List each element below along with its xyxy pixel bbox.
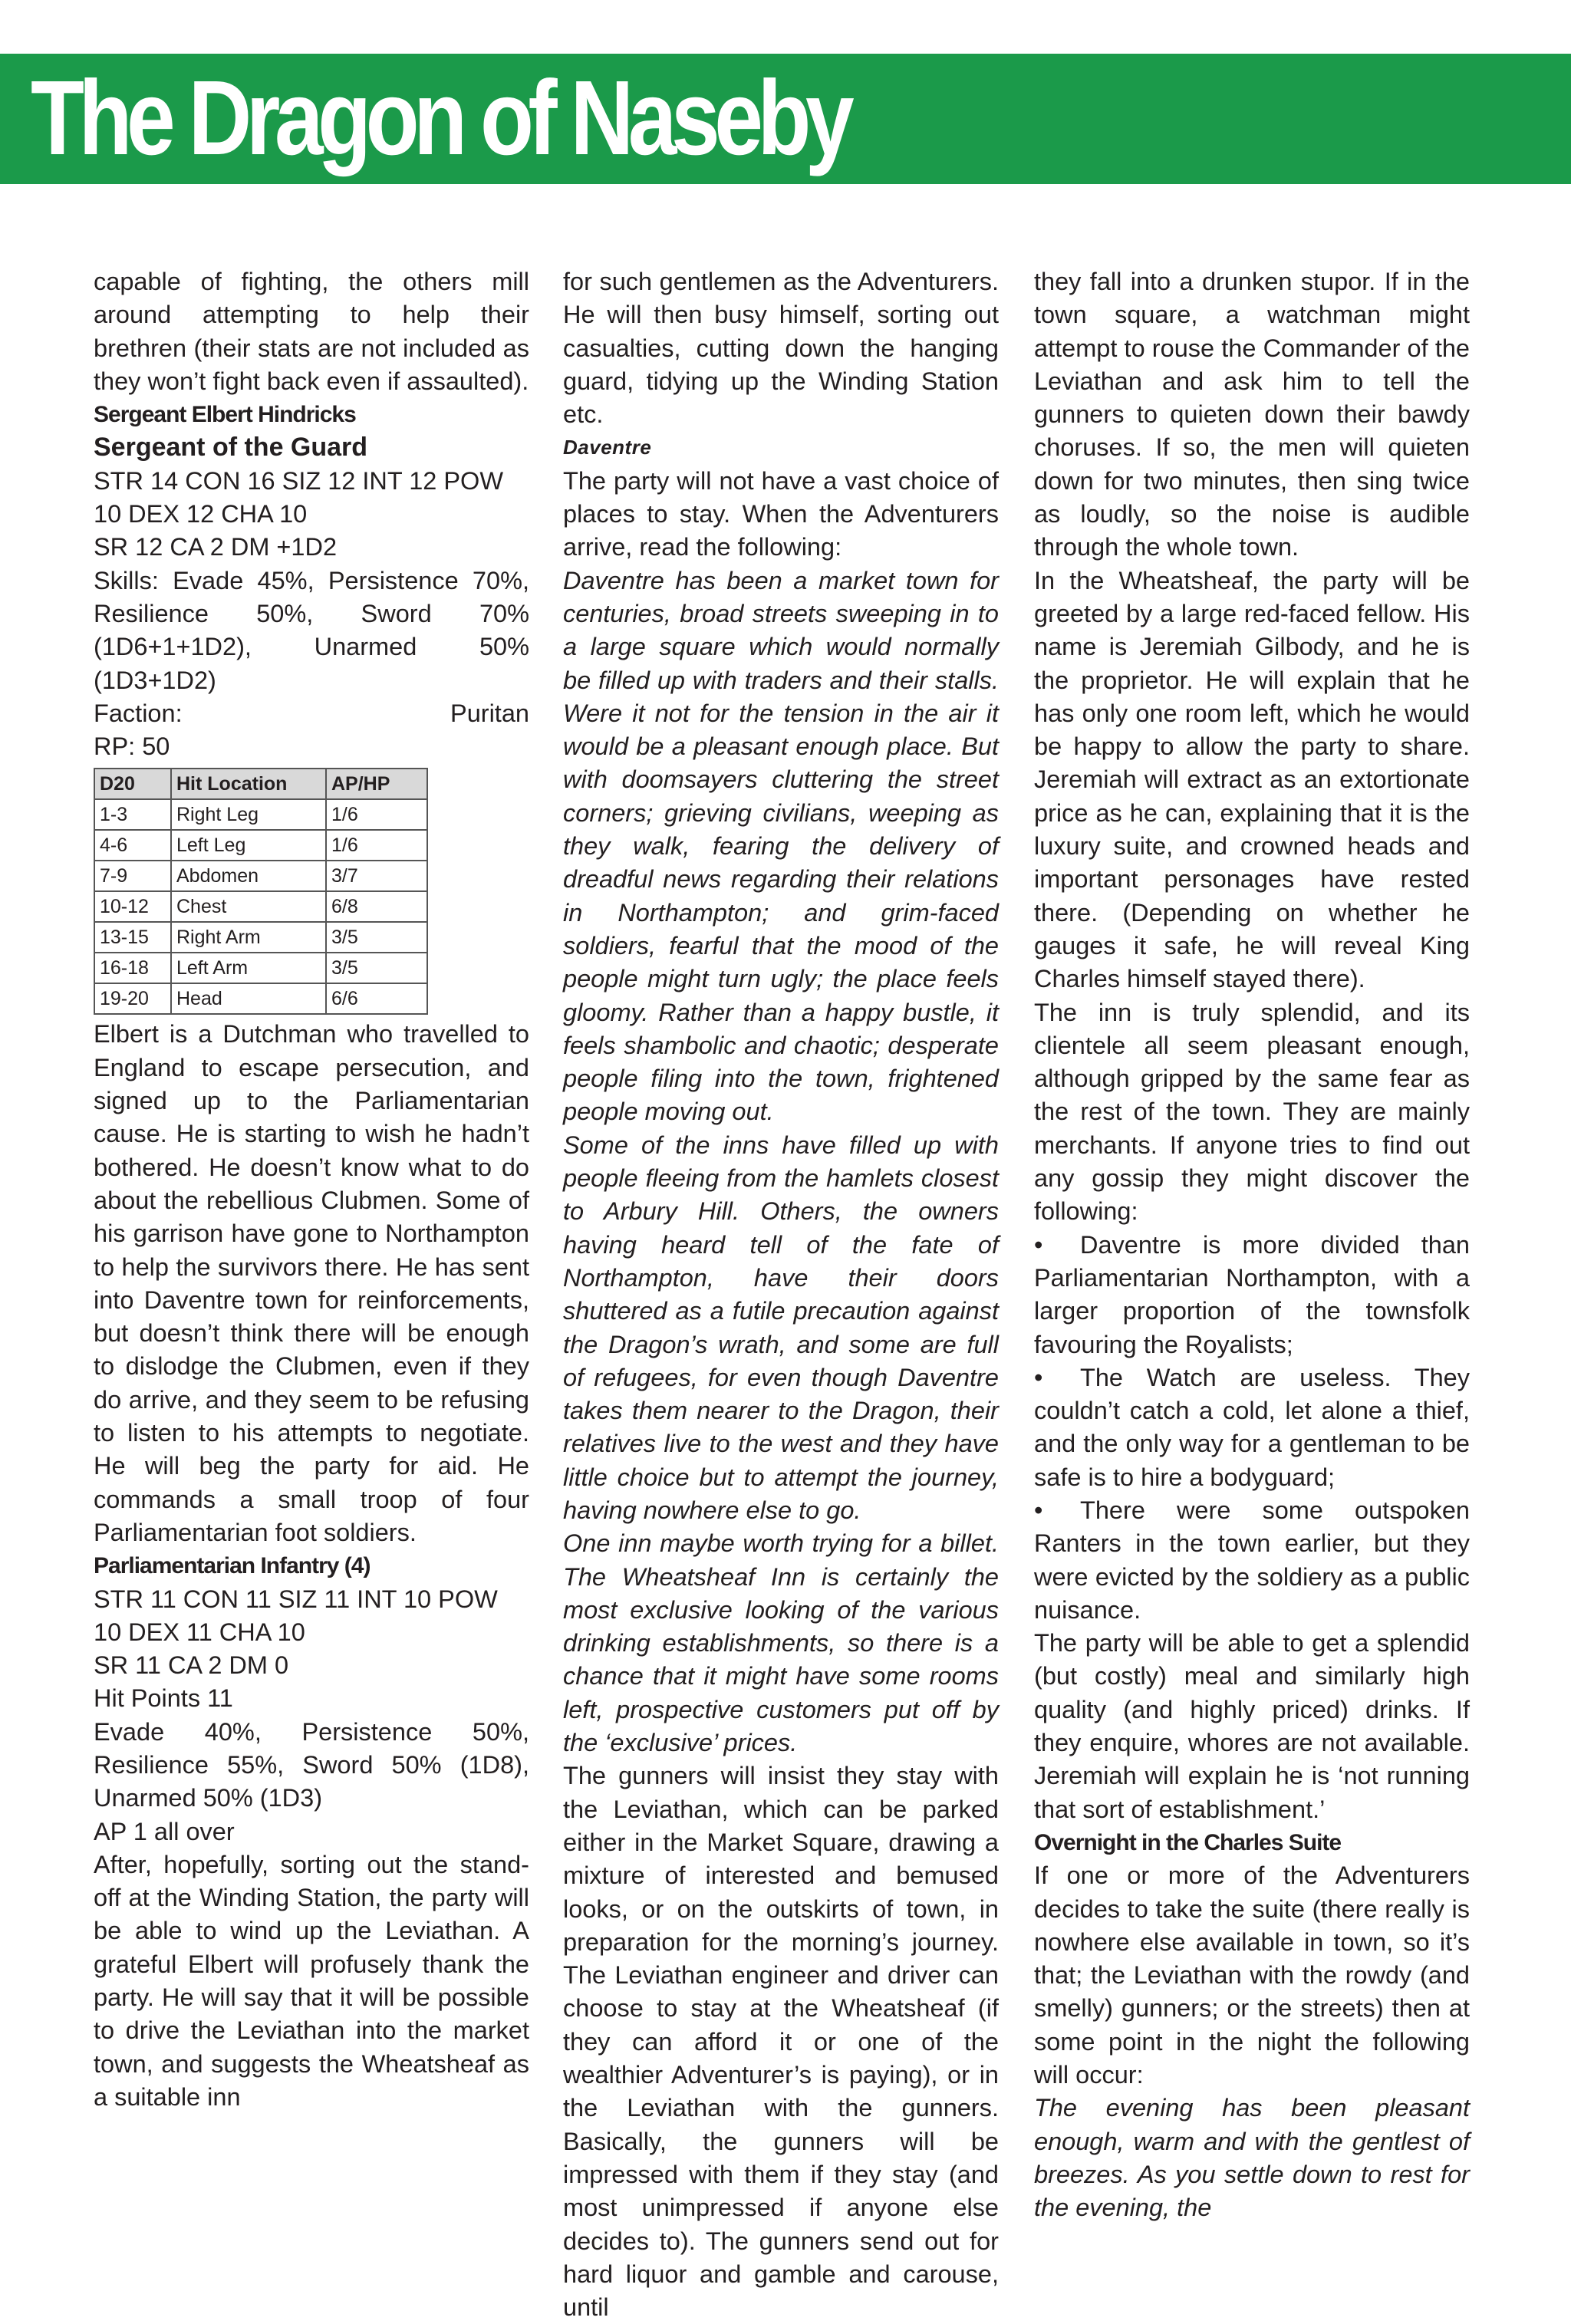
table-cell: 3/7: [326, 861, 427, 891]
paragraph: The inn is truly splendid, and its clientele all seem pleasant enough, although gripped by the same fear as the rest of the town. They are mainly merchants. If anyone tries to find out any gossip they might discover the following:: [1034, 998, 1470, 1226]
paragraph: Elbert is a Dutchman who travelled to England to escape persecution, and signed up to the Parliamentarian cause. He is starting to wish he hadn’t bothered. He doesn’t know what to do about the rebellious Clubmen. Some of his garrison have gone to Northampton to help the survivors there. He has sent into Daventre town for reinforcements, but doesn’t think there will be enough to dislodge the Clubmen, even if they do arrive, and they seem to be refusing to listen to his attempts to negotiate. He will beg the party for aid. He commands a small troop of four Parliamentarian foot soldiers.: [94, 1020, 529, 1546]
paragraph: In the Wheatsheaf, the party will be greeted by a large red-faced fellow. His name is Jeremiah Gilbody, and he is the proprietor. He will explain that he has only one room left, which he would be happy to allow the party to share. Jeremiah will extract as an extortionate price as he can, explaining that it is the luxury suite, and crowned heads and important personages have rested there. (Depending on whether he gauges it safe, he will reveal King Charles himself stayed there).: [1034, 566, 1470, 993]
stat-line: STR 11 CON 11 SIZ 11 INT 10 POW 10 DEX 11 CHA 10: [94, 1585, 498, 1646]
read-aloud-text: One inn maybe worth trying for a billet. The Wheatsheaf Inn is certainly the most exclusive looking of the various drinking establishments, so there is a chance that it might have some rooms left, prospective customers put off by the ‘exclusive’ prices.: [563, 1529, 999, 1757]
table-cell: 19-20: [94, 983, 171, 1014]
bullet-icon: •: [1034, 1363, 1043, 1391]
paragraph: The party will be able to get a splendid (but costly) meal and similarly high quality (and highly priced) drinks. If they enquire, whores are not available. Jeremiah will explain he is ‘not running that sort of establishment.’: [1034, 1629, 1470, 1823]
skills-line: Evade 40%, Persistence 50%, Resilience 55%, Sword 50% (1D8), Unarmed 50% (1D3): [94, 1717, 529, 1812]
table-header-cell: AP/HP: [326, 769, 427, 799]
table-cell: 13-15: [94, 922, 171, 953]
section-heading-charles-suite: Overnight in the Charles Suite: [1034, 1829, 1342, 1855]
faction-label: Faction:: [94, 699, 183, 727]
read-aloud-text: The evening has been pleasant enough, warm and with the gentlest of breezes. As you settle down to rest for the evening, the: [1034, 2094, 1470, 2222]
faction-line: [94, 697, 529, 730]
table-row: [94, 953, 427, 983]
paragraph: If one or more of the Adventurers decides to take the suite (there really is nowhere else available in town, so it’s that; the Leviathan with the rowdy (and smelly) gunners; or the streets) then at some point in the night the following will occur:: [1034, 1862, 1470, 2089]
table-header-row: [94, 769, 427, 799]
table-row: [94, 799, 427, 830]
table-cell: Right Leg: [171, 799, 326, 830]
stat-line: SR 11 CA 2 DM 0: [94, 1651, 289, 1680]
table-row: [94, 861, 427, 891]
table-cell: 3/5: [326, 922, 427, 953]
table-cell: 7-9: [94, 861, 171, 891]
column-1: [94, 265, 529, 2114]
table-cell: Head: [171, 983, 326, 1014]
bullet-item: [1034, 1361, 1470, 1494]
read-aloud-text: Daventre has been a market town for centuries, broad streets sweeping in to a large square which would normally be filled up with traders and their stalls. Were it not for the tension in the air it would be a pleasant enough place. But with doomsayers cluttering the street corners; grieving civilians, weeping as they walk, fearing the delivery of dreadful news regarding their relations in Northampton; and grim-faced soldiers, fearful that the mood of the people might turn ugly; the place feels gloomy. Rather than a happy bustle, it feels shambolic and chaotic; desperate people filing into the town, frightened people moving out.: [563, 566, 999, 1126]
table-header-cell: Hit Location: [171, 769, 326, 799]
table-cell: Right Arm: [171, 922, 326, 953]
faction-value: Puritan: [450, 699, 529, 727]
column-3: [1034, 265, 1470, 2225]
table-cell: 16-18: [94, 953, 171, 983]
read-aloud-text: Some of the inns have filled up with people fleeing from the hamlets closest to Arbury Hill. Others, the owners having heard tell of the fate of Northampton, have their doors shuttered as a futile precaution against the Dragon’s wrath, and some are full of refugees, for even though Daventre takes them nearer to the Dragon, their relatives live to the west and they have little choice but to attempt the journey, having nowhere else to go.: [563, 1131, 999, 1524]
table-cell: 4-6: [94, 830, 171, 861]
bullet-icon: •: [1034, 1496, 1043, 1524]
stat-line: SR 12 CA 2 DM +1D2: [94, 533, 338, 561]
chapter-title: The Dragon of Naseby: [31, 59, 849, 177]
table-cell: 6/6: [326, 983, 427, 1014]
paragraph: The gunners will insist they stay with the Leviathan, which can be parked either in the Market Square, drawing a mixture of interested and bemused looks, or on the outskirts of town, in preparation for the morning’s journey. The Leviathan engineer and driver can choose to stay at the Wheatsheaf (if they can afford it or one of the wealthier Adventurer’s is paying), or in the Leviathan with the gunners. Basically, the gunners will be impressed with them if they stay (and most unimpressed if anyone else decides to). The gunners send out for hard liquor and gamble and carouse, until: [563, 1762, 999, 2322]
armour-line: AP 1 all over: [94, 1817, 235, 1845]
bullet-text: There were some outspoken Ranters in the town earlier, but they were evicted by the soldiery as a public nuisance.: [1034, 1496, 1470, 1624]
table-cell: Left Leg: [171, 830, 326, 861]
paragraph: The party will not have a vast choice of places to stay. When the Adventurers arrive, read the following:: [563, 466, 999, 561]
table-cell: Left Arm: [171, 953, 326, 983]
paragraph: for such gentlemen as the Adventurers. He will then busy himself, sorting out casualties, cutting down the hanging guard, tidying up the Winding Station etc.: [563, 268, 999, 429]
stat-block-heading: Parliamentarian Infantry (4): [94, 1553, 371, 1579]
table-cell: 1-3: [94, 799, 171, 830]
stat-line: STR 14 CON 16 SIZ 12 INT 12 POW 10 DEX 12 CHA 10: [94, 466, 504, 528]
skills-line: Skills: Evade 45%, Persistence 70%, Resilience 50%, Sword 70% (1D6+1+1D2), Unarmed 50% (1D3+1D2): [94, 566, 529, 694]
bullet-icon: •: [1034, 1230, 1043, 1259]
paragraph: they fall into a drunken stupor. If in the town square, a watchman might attempt to rouse the Commander of the Leviathan and ask him to tell the gunners to quieten down their bawdy choruses. If so, the men will quieten down for two minutes, then sing twice as loudly, so the noise is audible through the whole town.: [1034, 268, 1470, 561]
bullet-item: [1034, 1229, 1470, 1361]
bullet-text: Daventre is more divided than Parliamentarian Northampton, with a larger proportion of the townsfolk favouring the Royalists;: [1034, 1230, 1470, 1358]
table-cell: 3/5: [326, 953, 427, 983]
paragraph: capable of fighting, the others mill around attempting to help their brethren (their stats are not included as they won’t fight back even if assaulted).: [94, 268, 529, 395]
table-cell: 6/8: [326, 891, 427, 922]
table-cell: 10-12: [94, 891, 171, 922]
stat-block-heading: Sergeant Elbert Hindricks: [94, 402, 356, 428]
table-cell: Abdomen: [171, 861, 326, 891]
table-row: [94, 830, 427, 861]
table-row: [94, 891, 427, 922]
column-2: [563, 265, 999, 2324]
table-cell: 1/6: [326, 830, 427, 861]
table-cell: Chest: [171, 891, 326, 922]
chapter-header-bar: [0, 54, 1571, 184]
table-row: [94, 922, 427, 953]
table-header-cell: D20: [94, 769, 171, 799]
hit-location-table: [94, 768, 428, 1015]
table-row: [94, 983, 427, 1014]
paragraph: After, hopefully, sorting out the stand-off at the Winding Station, the party will be able to wind up the Leviathan. A grateful Elbert will profusely thank the party. He will say that it will be possible to drive the Leviathan into the market town, and suggests the Wheatsheaf as a suitable inn: [94, 1850, 529, 2111]
section-heading-daventre: Daventre: [563, 436, 652, 459]
bullet-item: [1034, 1494, 1470, 1627]
bullet-text: The Watch are useless. They couldn’t catch a cold, let alone a thief, and the only way for a gentleman to be safe is to hire a bodyguard;: [1034, 1363, 1470, 1491]
rp-line: RP: 50: [94, 732, 170, 761]
hit-points-line: Hit Points 11: [94, 1684, 233, 1713]
stat-block-role: Sergeant of the Guard: [94, 433, 368, 462]
table-cell: 1/6: [326, 799, 427, 830]
